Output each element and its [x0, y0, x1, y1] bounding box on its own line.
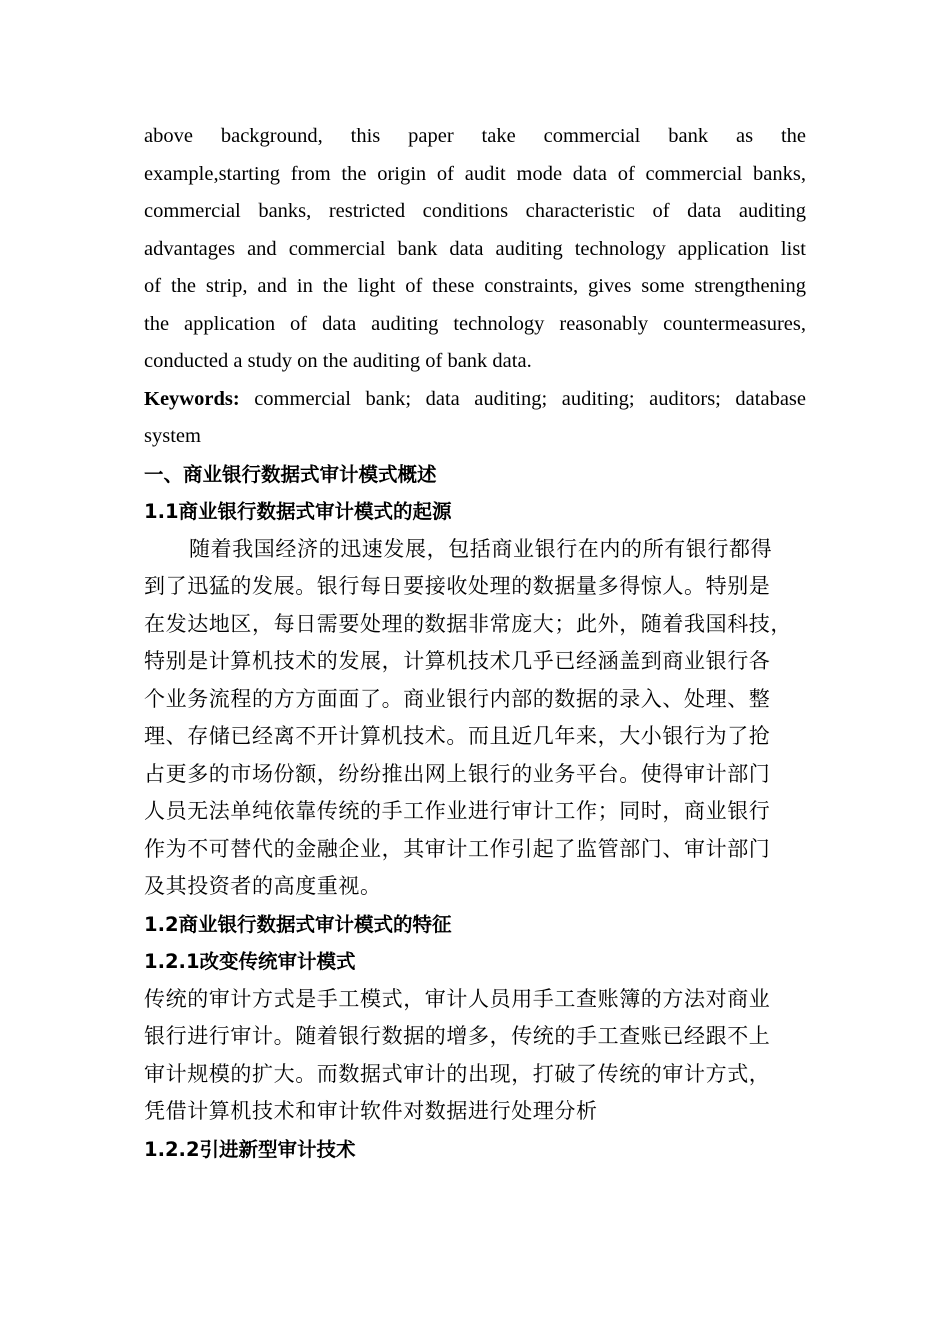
body-line: 银行进行审计。随着银行数据的增多，传统的手工查账已经跟不上: [144, 1024, 771, 1048]
body-line: 个业务流程的方方面面了。商业银行内部的数据的录入、处理、整: [144, 686, 771, 711]
abstract-line: of the strip, and in the light of these constraints, gives some strengthening: [144, 275, 806, 297]
body-line: 审计规模的扩大。而数据式审计的出现，打破了传统的审计方式，: [144, 1061, 771, 1086]
body-line: 作为不可替代的金融企业，其审计工作引起了监管部门、审计部门: [144, 836, 771, 861]
body-line: 占更多的市场份额，纷纷推出网上银行的业务平台。使得审计部门: [144, 761, 771, 786]
body-line: 到了迅猛的发展。银行每日要接收处理的数据量多得惊人。特别是: [144, 574, 771, 598]
subsection-heading: 1.1商业银行数据式审计模式的起源: [144, 500, 452, 523]
body-line: 人员无法单纯依靠传统的手工作业进行审计工作；同时，商业银行: [144, 799, 771, 823]
body-line: 特别是计算机技术的发展，计算机技术几乎已经涵盖到商业银行各: [144, 649, 771, 673]
abstract-paragraph: [144, 118, 806, 381]
body-line: 随着我国经济的迅速发展，包括商业银行在内的所有银行都得: [189, 536, 773, 561]
keywords-label: Keywords:: [144, 387, 240, 410]
body-line: 及其投资者的高度重视。: [144, 874, 382, 898]
body-paragraph: [144, 531, 806, 906]
body-line: 理、存储已经离不开计算机技术。而且近几年来，大小银行为了抢: [144, 724, 771, 748]
abstract-line: example,starting from the origin of audit mode data of commercial banks,: [144, 162, 806, 185]
subsection-heading: 1.2商业银行数据式审计模式的特征: [144, 912, 452, 936]
keywords-paragraph: [144, 381, 806, 456]
abstract-line: above background, this paper take commercial bank as the: [144, 125, 806, 147]
body-line: 在发达地区，每日需要处理的数据非常庞大；此外，随着我国科技，: [144, 611, 792, 636]
abstract-line: the application of data auditing technology reasonably countermeasures,: [144, 312, 806, 335]
abstract-line: conducted a study on the auditing of bank data.: [144, 350, 532, 372]
keywords-line-continued: system: [144, 425, 201, 447]
subsubsection-heading: 1.2.2引进新型审计技术: [144, 1137, 356, 1161]
body-paragraph: [144, 981, 806, 1131]
body-line: 传统的审计方式是手工模式，审计人员用手工查账簿的方法对商业: [144, 986, 771, 1011]
subsubsection-heading: 1.2.1改变传统审计模式: [144, 950, 356, 973]
keywords-text: commercial bank; data auditing; auditing; auditors; database: [239, 387, 806, 410]
document-page: [144, 118, 806, 1168]
keywords-line: [144, 381, 806, 419]
body-line: 凭借计算机技术和审计软件对数据进行处理分析: [144, 1099, 598, 1123]
abstract-line: advantages and commercial bank data auditing technology application list: [144, 237, 806, 260]
section-heading: 一、商业银行数据式审计模式概述: [144, 462, 437, 486]
abstract-line: commercial banks, restricted conditions characteristic of data auditing: [144, 200, 806, 222]
